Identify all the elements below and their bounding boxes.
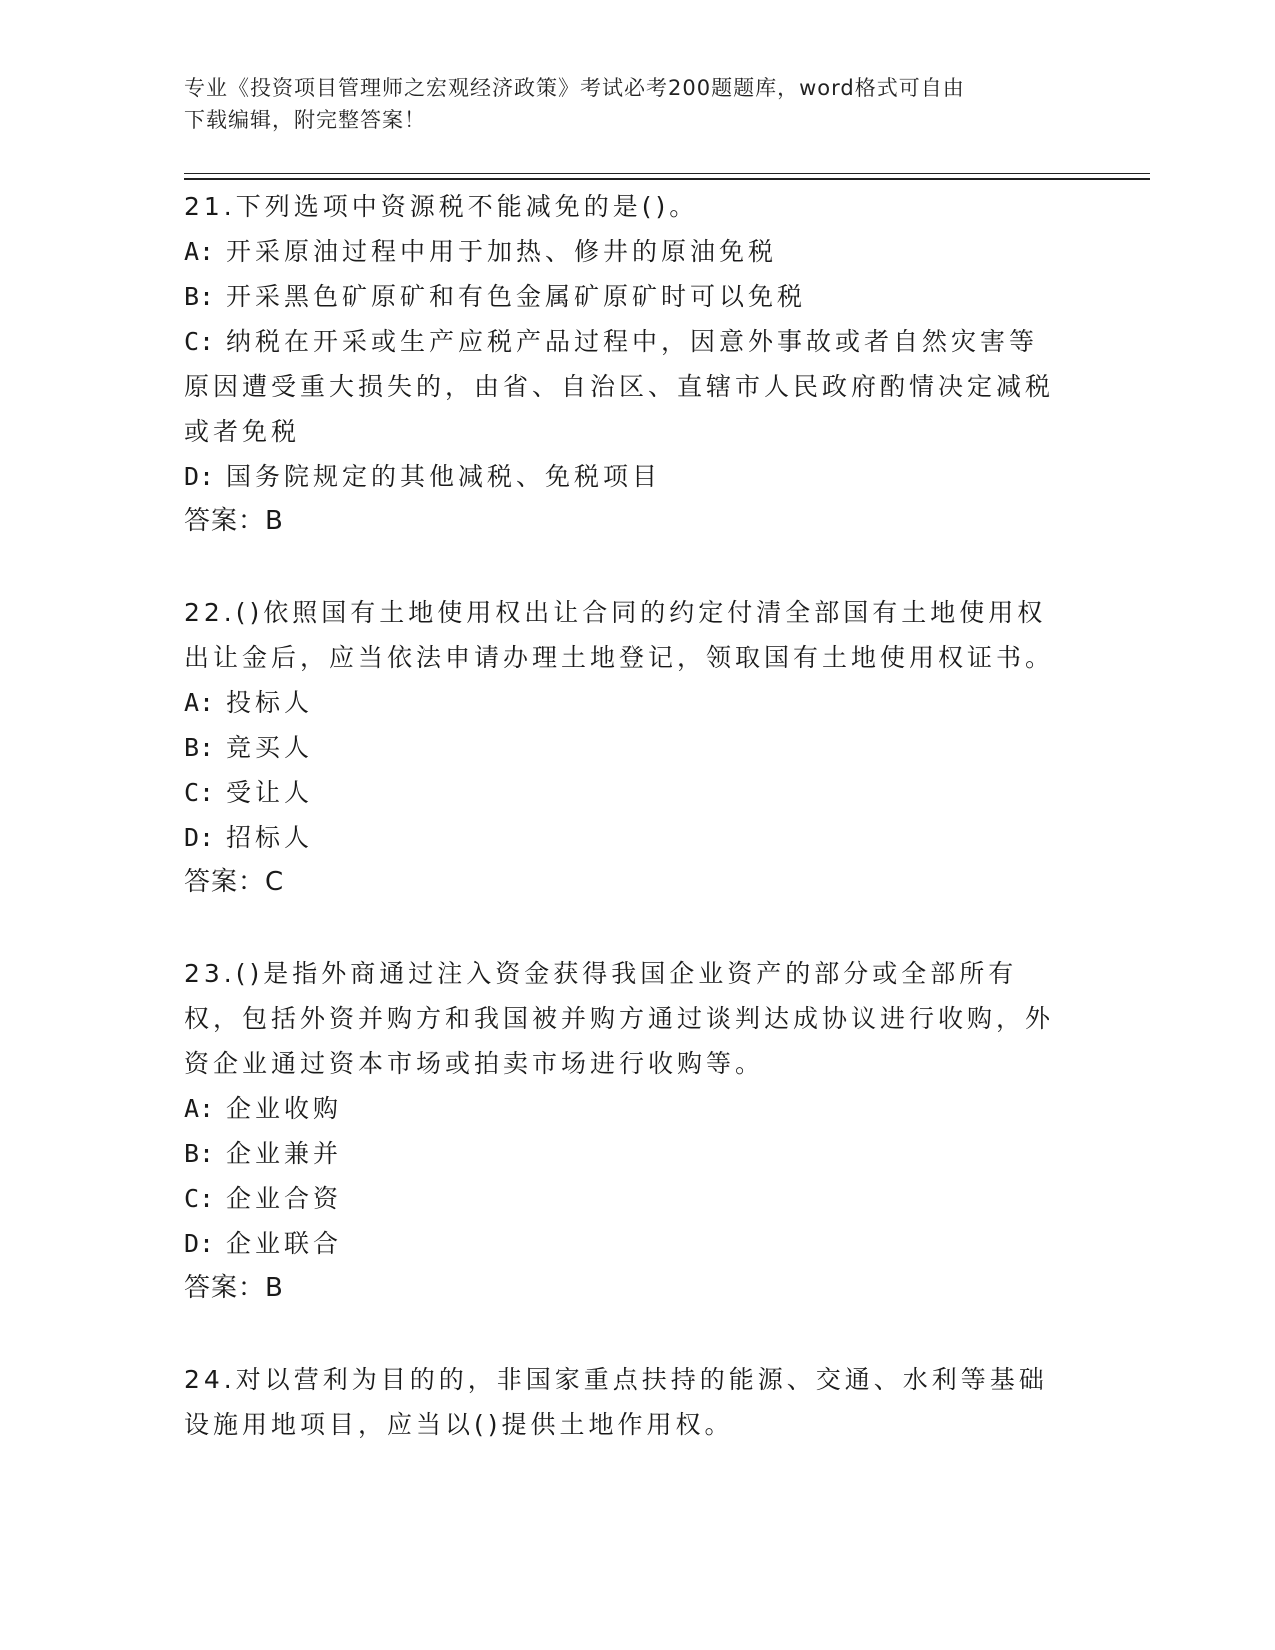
option-letter: C: bbox=[184, 1184, 215, 1213]
question-21 bbox=[184, 184, 1064, 544]
option-text: 招标人 bbox=[214, 823, 314, 852]
option-text: 开采黑色矿原矿和有色金属矿原矿时可以免税 bbox=[214, 282, 807, 311]
answer-line: 答案：B bbox=[184, 1273, 284, 1303]
option-c bbox=[184, 770, 1064, 815]
option-letter: B: bbox=[184, 1139, 215, 1168]
question-stem: 22.()依照国有土地使用权出让合同的约定付清全部国有土地使用权出让金后，应当依法申请办理土地登记，领取国有土地使用权证书。 bbox=[184, 598, 1055, 672]
option-b bbox=[184, 1131, 1064, 1176]
option-a bbox=[184, 229, 1064, 274]
option-letter: A: bbox=[184, 1094, 215, 1123]
option-letter: C: bbox=[184, 327, 215, 356]
option-d bbox=[184, 1221, 1064, 1266]
option-c bbox=[184, 1176, 1064, 1221]
option-letter: C: bbox=[184, 778, 215, 807]
option-a bbox=[184, 1086, 1064, 1131]
option-text: 投标人 bbox=[214, 688, 314, 717]
option-b bbox=[184, 274, 1064, 319]
option-d bbox=[184, 454, 1064, 499]
header-line-1: 专业《投资项目管理师之宏观经济政策》考试必考200题题库，word格式可自由 bbox=[184, 76, 965, 100]
option-letter: D: bbox=[184, 823, 215, 852]
option-letter: A: bbox=[184, 237, 215, 266]
answer-line: 答案：C bbox=[184, 867, 285, 897]
option-a bbox=[184, 680, 1064, 725]
option-letter: B: bbox=[184, 733, 215, 762]
header-rule-thick bbox=[184, 178, 1150, 180]
option-letter: B: bbox=[184, 282, 215, 311]
option-d bbox=[184, 815, 1064, 860]
option-text: 受让人 bbox=[214, 778, 314, 807]
option-text: 企业合资 bbox=[214, 1184, 343, 1213]
question-22 bbox=[184, 590, 1064, 905]
question-stem: 23.()是指外商通过注入资金获得我国企业资产的部分或全部所有权，包括外资并购方和我国被并购方通过谈判达成协议进行收购，外资企业通过资本市场或拍卖市场进行收购等。 bbox=[184, 959, 1055, 1078]
question-list bbox=[184, 184, 1064, 1493]
option-text: 企业兼并 bbox=[214, 1139, 343, 1168]
option-letter: D: bbox=[184, 462, 215, 491]
document-header bbox=[184, 72, 1064, 136]
question-23 bbox=[184, 951, 1064, 1311]
question-stem: 21.下列选项中资源税不能减免的是()。 bbox=[184, 192, 699, 221]
option-text: 企业收购 bbox=[214, 1094, 343, 1123]
question-24 bbox=[184, 1357, 1064, 1447]
option-text: 企业联合 bbox=[214, 1229, 343, 1258]
option-b bbox=[184, 725, 1064, 770]
option-text: 竞买人 bbox=[214, 733, 314, 762]
option-c bbox=[184, 319, 1064, 454]
option-text: 纳税在开采或生产应税产品过程中，因意外事故或者自然灾害等原因遭受重大损失的，由省、自治区、直辖市人民政府酌情决定减税或者免税 bbox=[184, 327, 1055, 446]
answer-line: 答案：B bbox=[184, 506, 284, 536]
option-letter: D: bbox=[184, 1229, 215, 1258]
header-rule-thin bbox=[184, 173, 1150, 174]
question-stem: 24.对以营利为目的的，非国家重点扶持的能源、交通、水利等基础设施用地项目，应当以()提供土地作用权。 bbox=[184, 1365, 1048, 1439]
option-text: 国务院规定的其他减税、免税项目 bbox=[214, 462, 662, 491]
option-letter: A: bbox=[184, 688, 215, 717]
option-text: 开采原油过程中用于加热、修井的原油免税 bbox=[214, 237, 778, 266]
header-line-2: 下载编辑，附完整答案！ bbox=[184, 108, 426, 132]
